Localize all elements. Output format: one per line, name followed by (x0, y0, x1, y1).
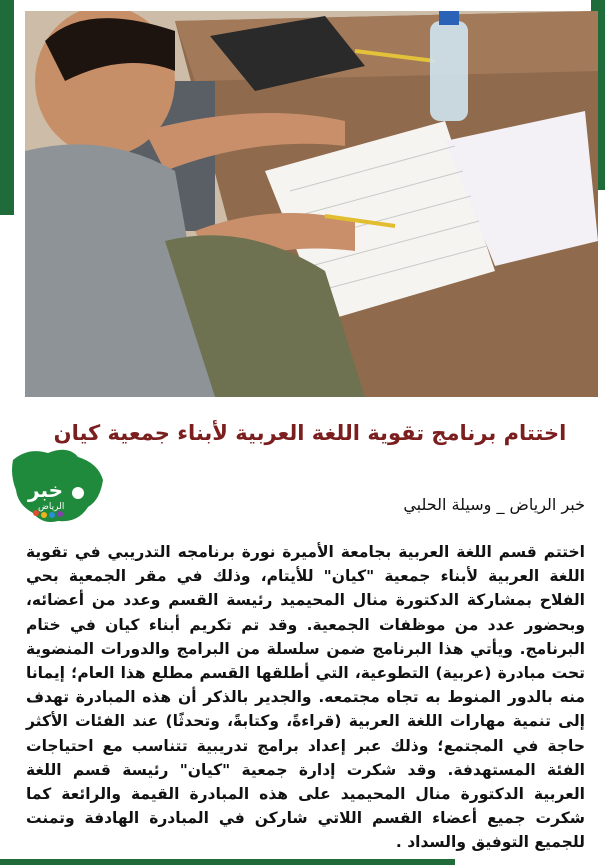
byline: خبر الرياض _ وسيلة الحلبي (403, 495, 585, 514)
logo-subtext: الرياض (38, 502, 65, 512)
news-photo (25, 11, 598, 397)
article-body: اختتم قسم اللغة العربية بجامعة الأميرة نورة برنامجه التدريبي في تقوية اللغة العربية لأبناء جمعية "كيان" للأيتام، وذلك في مقر الجمعية بحي الفلاح بمشاركة الدكتورة منال المحيميد رئيسة القسم وعدد من أعضائه، وبحضور عدد من موظفات الجمعية. وقد تم تكريم أبناء كيان في ختام البرنامج. ويأتي هذا البرنامج ضمن سلسلة من البرامج والدورات المنضوية تحت مبادرة (عربية) التطوعية، التي أطلقها القسم مطلع هذا العام؛ إيمانا منه بالدور المنوط به تجاه مجتمعه. والجدير بالذكر أن هذه المبادرة تهدف إلى تنمية مهارات اللغة العربية (قراءةً، وكتابةً، وتحدثًا) عند الفئات الأكثر حاجة في المجتمع؛ وذلك عبر إعداد برامج تدريبية تتناسب مع احتياجات الفئة المستهدفة. وقد شكرت إدارة جمعية "كيان" رئيسة قسم اللغة العربية الدكتورة منال المحيميد على هذه المبادرة القيمة والرائعة كما شكرت جميع أعضاء القسم اللاتي شاركن في المبادرة الهادفة وتمنت للجميع التوفيق والسداد . (26, 543, 585, 852)
headline: اختتام برنامج تقوية اللغة العربية لأبناء جمعية كيان (53, 421, 567, 445)
left-accent-bar (0, 0, 14, 215)
bottom-accent-bar (0, 859, 455, 865)
logo-text: خبر (28, 478, 64, 502)
